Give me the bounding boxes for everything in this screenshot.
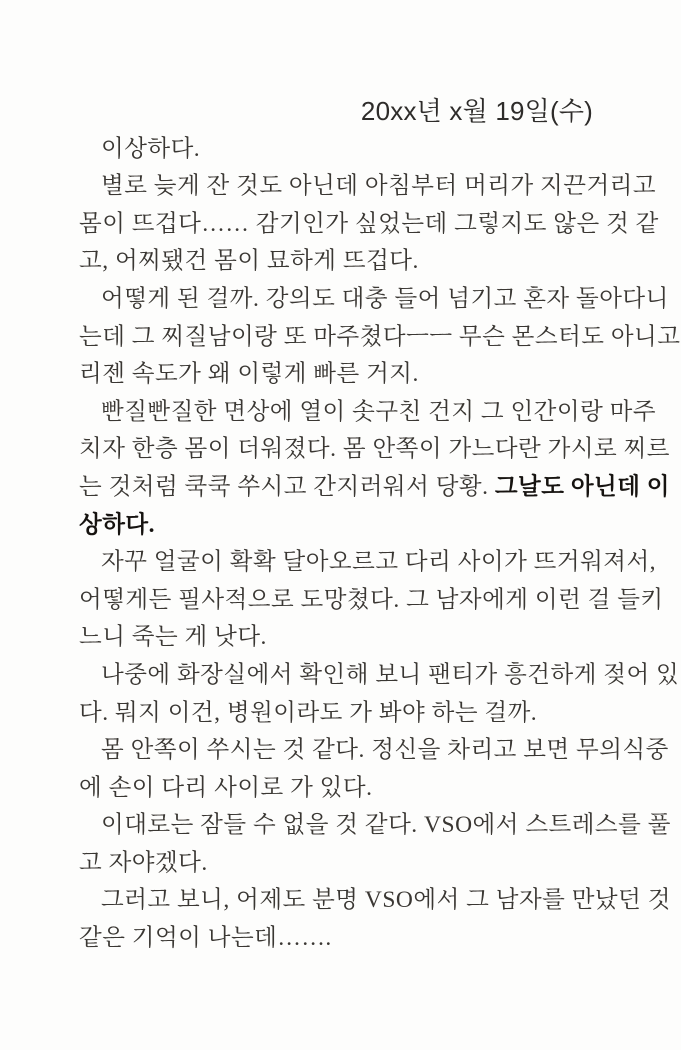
text-segment: 는 것처럼 쿡쿡 쑤시고 간지러워서 당황. bbox=[79, 473, 495, 500]
diary-body bbox=[79, 131, 681, 958]
text-line bbox=[79, 695, 609, 733]
text-line bbox=[79, 732, 669, 770]
text-segment: 별로 늦게 잔 것도 아닌데 아침부터 머리가 지끈거리고 bbox=[101, 173, 657, 200]
bold-text-segment: 상하다. bbox=[79, 511, 155, 538]
text-line bbox=[79, 469, 671, 507]
text-line bbox=[79, 394, 657, 432]
text-segment: 치자 한층 몸이 더워졌다. 몸 안쪽이 가느다란 가시로 찌르 bbox=[79, 436, 670, 463]
text-line bbox=[79, 657, 680, 695]
text-line bbox=[79, 507, 609, 545]
text-line bbox=[79, 882, 671, 920]
text-line bbox=[79, 206, 659, 244]
text-line bbox=[79, 807, 671, 845]
text-line bbox=[79, 319, 681, 357]
text-line bbox=[79, 845, 609, 883]
text-line bbox=[79, 920, 609, 958]
text-line bbox=[79, 544, 657, 582]
text-line bbox=[79, 619, 609, 657]
text-segment: 에 손이 다리 사이로 가 있다. bbox=[79, 774, 373, 801]
text-segment: 몸 안쪽이 쑤시는 것 같다. 정신을 차리고 보면 무의식중 bbox=[101, 737, 669, 764]
text-line bbox=[79, 770, 609, 808]
text-segment: 같은 기억이 나는데……. bbox=[79, 925, 332, 952]
text-line bbox=[79, 431, 670, 469]
text-segment: 어떻게든 필사적으로 도망쳤다. 그 남자에게 이런 걸 들키 bbox=[79, 586, 664, 613]
text-line bbox=[79, 356, 609, 394]
text-segment: 빤질빤질한 면상에 열이 솟구친 건지 그 인간이랑 마주 bbox=[101, 398, 657, 425]
text-line bbox=[79, 168, 657, 206]
text-segment: 나중에 화장실에서 확인해 보니 팬티가 흥건하게 젖어 있 bbox=[101, 661, 680, 688]
text-segment: 그러고 보니, 어제도 분명 VSO에서 그 남자를 만났던 것 bbox=[101, 887, 671, 914]
text-segment: 이대로는 잠들 수 없을 것 같다. VSO에서 스트레스를 풀 bbox=[101, 812, 671, 839]
text-segment: 고, 어찌됐건 몸이 묘하게 뜨겁다. bbox=[79, 248, 419, 275]
text-segment: 느니 죽는 게 낫다. bbox=[79, 624, 267, 651]
text-line bbox=[79, 582, 664, 620]
text-segment: 몸이 뜨겁다…… 감기인가 싶었는데 그렇지도 않은 것 같 bbox=[79, 210, 659, 237]
text-line bbox=[79, 281, 669, 319]
text-line bbox=[79, 243, 609, 281]
text-segment: 다. 뭐지 이건, 병원이라도 가 봐야 하는 걸까. bbox=[79, 699, 538, 726]
text-segment: 는데 그 찌질남이랑 또 마주쳤다ㅡㅡ 무슨 몬스터도 아니고 bbox=[79, 323, 681, 350]
text-line bbox=[79, 131, 609, 169]
text-segment: 이상하다. bbox=[101, 135, 201, 162]
bold-text-segment: 그날도 아닌데 이 bbox=[494, 473, 671, 500]
text-segment: 어떻게 된 걸까. 강의도 대충 들어 넘기고 혼자 돌아다니 bbox=[101, 285, 669, 312]
text-segment: 고 자야겠다. bbox=[79, 849, 208, 876]
date-line: 20xx년 x월 19일(수) bbox=[360, 96, 593, 126]
text-segment: 리젠 속도가 왜 이렇게 빠른 거지. bbox=[79, 361, 419, 388]
text-segment: 자꾸 얼굴이 확확 달아오르고 다리 사이가 뜨거워져서, bbox=[101, 549, 657, 576]
